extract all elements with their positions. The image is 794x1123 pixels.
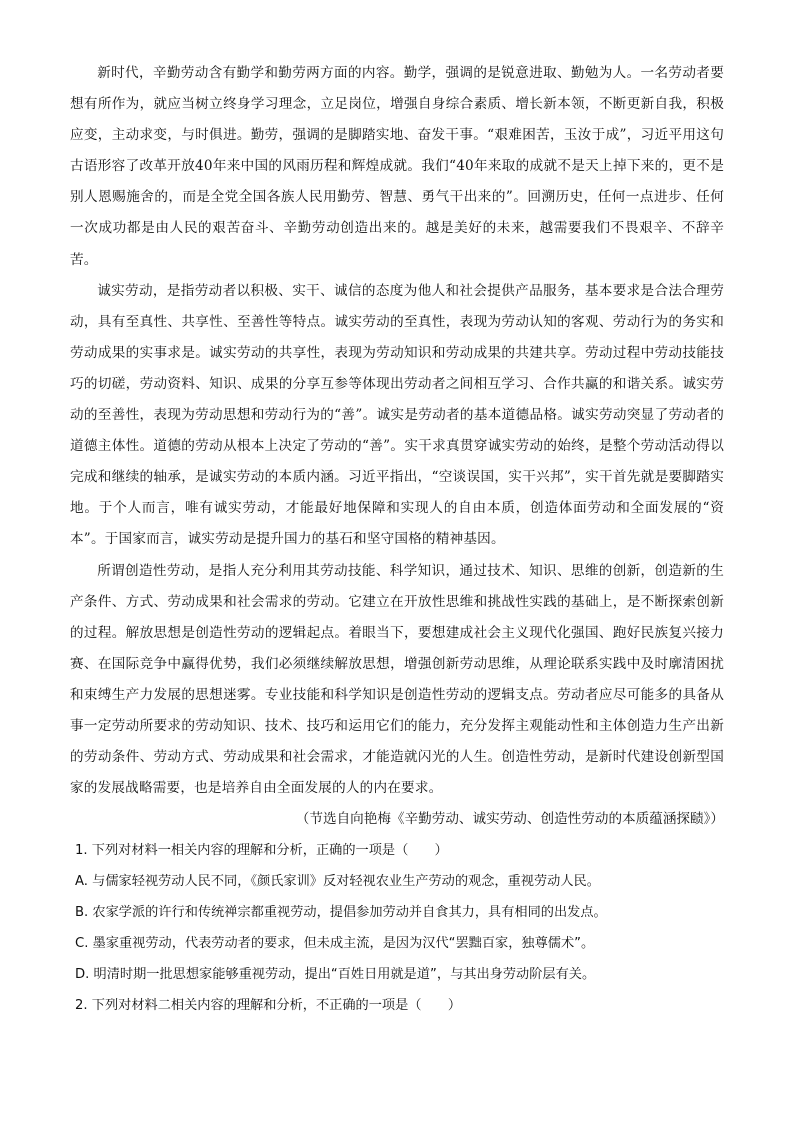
paragraph-honest-labor: 诚实劳动，是指劳动者以积极、实干、诚信的态度为他人和社会提供产品服务，基本要求是合法合理劳动，具有至真性、共享性、至善性等特点。诚实劳动的至真性，表现为劳动认知的客观、劳动行为的务实和劳动成果的实事求是。诚实劳动的共享性，表现为劳动知识和劳动成果的共建共享。劳动过程中劳动技能技巧的切磋，劳动资料、知识、成果的分享互参等体现出劳动者之间相互学习、合作共赢的和谐关系。诚实劳动的至善性，表现为劳动思想和劳动行为的“善”。诚实是劳动者的基本道德品格。诚实劳动突显了劳动者的道德主体性。道德的劳动从根本上决定了劳动的“善”。实干求真贯穿诚实劳动的始终，是整个劳动活动得以完成和继续的轴承，是诚实劳动的本质内涵。习近平指出，“空谈误国，实干兴邦”，实干首先就是要脚踏实地。于个人而言，唯有诚实劳动，才能最好地保障和实现人的自由本质，创造体面劳动和全面发展的“资本”。于国家而言，诚实劳动是提升国力的基石和坚守国格的精神基因。 — [70, 282, 724, 548]
question-1: 1. 下列对材料一相关内容的理解和分析，正确的一项是（ ） — [75, 843, 448, 859]
source-citation: （节选自向艳梅《辛勤劳动、诚实劳动、创造性劳动的本质蕴涵探赜》） — [295, 811, 724, 828]
paragraph-diligent-labor: 新时代，辛勤劳动含有勤学和勤劳两方面的内容。勤学，强调的是锐意进取、勤勉为人。一名劳动者要想有所作为，就应当树立终身学习理念，立足岗位，增强自身综合素质、增长新本领，不断更新自我，积极应变，主动求变，与时俱进。勤劳，强调的是脚踏实地、奋发干事。“艰难困苦，玉汝于成”，习近平用这句古语形容了改革开放40年来中国的风雨历程和辉煌成就。我们“40年来取的成就不是天上掉下来的，更不是别人恩赐施舍的，而是全党全国各族人民用勤劳、智慧、勇气干出来的”。回溯历史，任何一点进步、任何一次成功都是由人民的艰苦奋斗、辛勤劳动创造出来的。越是美好的未来，越需要我们不畏艰辛、不辞辛苦。 — [70, 65, 724, 268]
option-b: B. 农家学派的许行和传统禅宗都重视劳动，提倡参加劳动并自食其力，具有相同的出发点。 — [75, 905, 607, 921]
question-2: 2. 下列对材料二相关内容的理解和分析，不正确的一项是（ ） — [75, 998, 462, 1014]
option-a: A. 与儒家轻视劳动人民不同，《颜氏家训》反对轻视农业生产劳动的观念，重视劳动人民。 — [75, 874, 600, 890]
option-d: D. 明清时期一批思想家能够重视劳动，提出“百姓日用就是道”，与其出身劳动阶层有关。 — [75, 967, 596, 983]
option-c: C. 墨家重视劳动，代表劳动者的要求，但未成主流，是因为汉代“罢黜百家，独尊儒术”。 — [75, 936, 595, 952]
paragraph-creative-labor: 所谓创造性劳动，是指人充分利用其劳动技能、科学知识，通过技术、知识、思维的创新，创造新的生产条件、方式、劳动成果和社会需求的劳动。它建立在开放性思维和挑战性实践的基础上，是不断探索创新的过程。解放思想是创造性劳动的逻辑起点。着眼当下，要想建成社会主义现代化强国、跑好民族复兴接力赛、在国际竞争中赢得优势，我们必须继续解放思想，增强创新劳动思维，从理论联系实践中及时廓清困扰和束缚生产力发展的思想迷雾。专业技能和科学知识是创造性劳动的逻辑支点。劳动者应尽可能多的具备从事一定劳动所要求的劳动知识、技术、技巧和运用它们的能力，充分发挥主观能动性和主体创造力生产出新的劳动条件、劳动方式、劳动成果和社会需求，才能造就闪光的人生。创造性劳动，是新时代建设创新型国家的发展战略需要，也是培养自由全面发展的人的内在要求。 — [70, 562, 724, 797]
document-page — [70, 58, 724, 1021]
